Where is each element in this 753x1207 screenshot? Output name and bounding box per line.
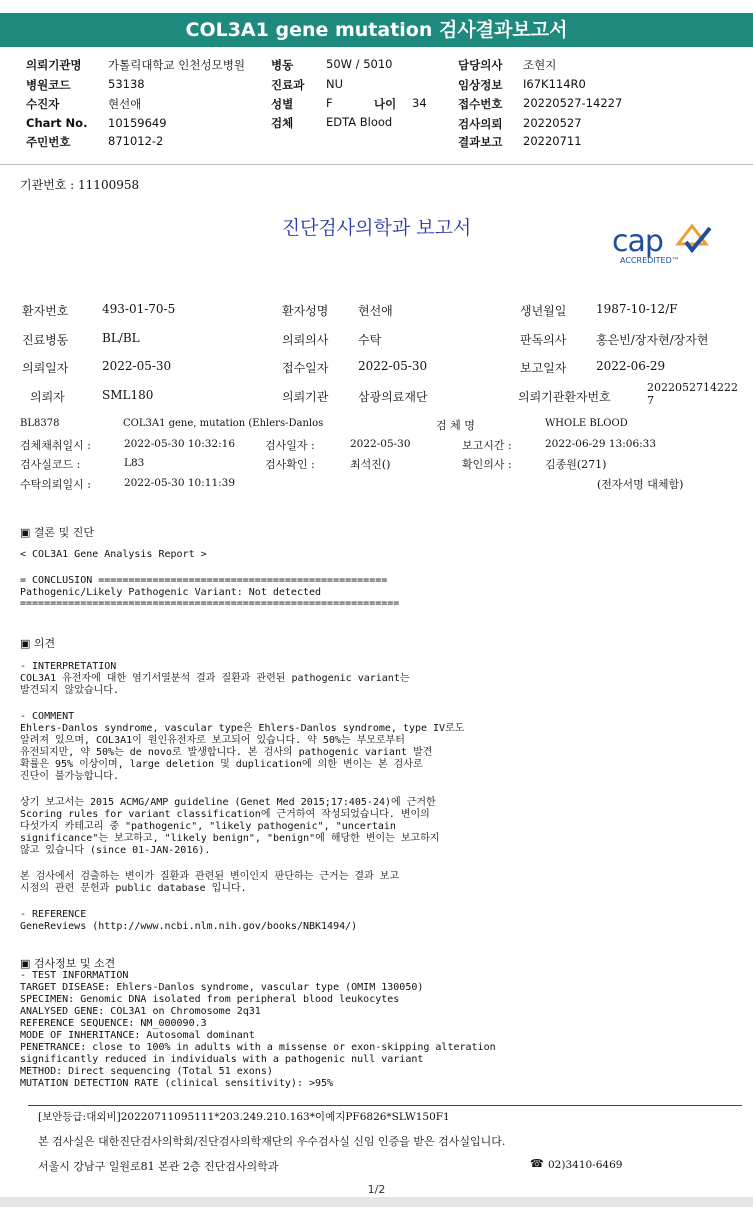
test-info-value: 2022-05-30 10:32:16 [124,438,236,450]
test-info-value: 2022-05-30 10:11:39 [124,477,236,489]
comment-line: 시점의 관련 문헌과 public database 입니다. [20,883,247,894]
patient-label: 진료병동 [22,333,69,347]
interpretation-title: - INTERPRETATION [20,661,117,672]
patient-label: 생년월일 [520,304,567,318]
patient-value: 홍은빈/장자현/장자현 [596,333,709,347]
patient-value-wrap: 7 [647,394,654,407]
signature-note: (전자서명 대체함) [597,478,684,491]
header-label: 병원코드 [26,78,71,92]
comment-line: 유전되지만, 약 50%는 de novo로 발생합니다. 본 검사의 pathogenic variant 발견 [20,747,433,758]
test-code: BL8378 [20,418,60,429]
patient-label: 의뢰기관환자번호 [518,390,611,404]
report-title: 진단검사의학과 보고서 [281,217,472,239]
test-info-label: 검사실코드 : [20,458,81,471]
header-value: NU [326,77,344,91]
patient-label: 환자번호 [22,304,69,318]
header-label: 검사의뢰 [458,117,503,131]
patient-value: 2022-06-29 [596,359,666,373]
patient-value: BL/BL [102,331,140,345]
testinfo-line: - TEST INFORMATION [20,970,129,981]
bottom-strip [0,1197,753,1207]
conclusion-line: = CONCLUSION ================================================ [20,575,388,586]
header-label: 접수번호 [458,97,503,111]
cap-accredited-logo [610,220,720,270]
header-label: 검체 [271,116,294,130]
header-label: 주민번호 [26,135,71,149]
test-info-value: 2022-05-30 [350,438,411,450]
header-label: 담당의사 [458,58,503,72]
comment-line: 본 검사에서 검출하는 변이가 질환과 관련된 변이인지 판단하는 근거는 결과 보고 [20,871,399,882]
patient-value: 2022-05-30 [102,359,172,373]
patient-label: 접수일자 [282,361,329,375]
header-value: 871012-2 [108,134,164,148]
test-info-value: 김종원(271) [545,458,607,471]
report-name: < COL3A1 Gene Analysis Report > [20,549,207,560]
comment-line: 알려져 있으며, COL3A1이 원인유전자로 보고되어 있습니다. 약 50%는 부모로부터 [20,735,405,746]
testinfo-line: ANALYSED GENE: COL3A1 on Chromosome 2q31 [20,1006,261,1017]
patient-value: 1987-10-12/F [596,302,678,316]
comment-line: 않고 있습니다 (since 01-JAN-2016). [20,845,211,856]
testinfo-line: TARGET DISEASE: Ehlers-Danlos syndrome, vascular type (OMIM 130050) [20,982,424,993]
header-label: Chart No. [26,116,88,130]
page-number: 1/2 [367,1183,386,1196]
testinfo-line: MODE OF INHERITANCE: Autosomal dominant [20,1030,255,1041]
header-label: 결과보고 [458,135,503,149]
header-value: F [326,96,333,110]
security-line: [보안등급:대외비]20220711095111*203.249.210.163*이예지PF6826*SLW150F1 [38,1111,450,1123]
header-value: 현선애 [108,97,142,111]
patient-value: 493-01-70-5 [102,302,176,316]
header-label: 성별 [271,97,294,111]
header-value: 조현지 [523,58,557,72]
test-info-value: 최석진() [350,458,391,471]
cap-logo-subtitle: ACCREDITED™ [620,256,680,265]
patient-label: 보고일자 [520,361,567,375]
testinfo-header: ▣ 검사정보 및 소견 [20,957,116,970]
test-name: COL3A1 gene, mutation (Ehlers-Danlos [123,418,324,429]
test-info-label: 수탁의뢰일시 : [20,478,91,491]
report-title-bar: COL3A1 gene mutation 검사결과보고서 [0,13,753,47]
header-divider [0,164,753,165]
patient-label: 의뢰일자 [22,361,69,375]
comment-title: - COMMENT [20,711,75,722]
comment-line: Ehlers-Danlos syndrome, vascular type은 Ehlers-Danlos syndrome, type IV로도 [20,723,465,734]
age-value: 34 [412,96,427,110]
comment-line: 확률은 95% 이상이며, large deletion 및 duplication에 의한 변이는 본 검사로 [20,759,423,770]
phone-icon: ☎ [530,1157,544,1170]
test-info-value: L83 [124,457,145,469]
testinfo-line: REFERENCE SEQUENCE: NM_000090.3 [20,1018,207,1029]
patient-label: 판독의사 [520,333,567,347]
phone-number: 02)3410-6469 [548,1159,623,1171]
header-value: 20220711 [523,134,582,148]
patient-value: 수탁 [358,333,382,347]
test-info-label: 검사확인 : [265,458,315,471]
patient-label: 의뢰기관 [282,390,329,404]
certification-text: 본 검사실은 대한진단검사의학회/진단검사의학재단의 우수검사실 신임 인증을 받은 검사실입니다. [38,1135,506,1148]
header-value: 53138 [108,77,145,91]
conclusion-header: ▣ 결론 및 진단 [20,526,95,539]
header-value: 20220527-14227 [523,96,623,110]
testinfo-line: MUTATION DETECTION RATE (clinical sensitivity): >95% [20,1078,334,1089]
header-value: 20220527 [523,116,582,130]
test-info-value: 2022-06-29 13:06:33 [545,438,657,450]
comment-line: 상기 보고서는 2015 ACMG/AMP guideline (Genet Med 2015;17:405-24)에 근거한 [20,797,436,808]
lab-address: 서울시 강남구 일원로81 본관 2층 진단검사의학과 [38,1160,279,1173]
testinfo-line: PENETRANCE: close to 100% in adults with a missense or exon-skipping alteration [20,1042,496,1053]
patient-label: 의뢰자 [30,390,65,404]
header-value: I67K114R0 [523,77,586,91]
header-label: 병동 [271,58,294,72]
header-value: 10159649 [108,116,167,130]
patient-value: 현선애 [358,304,393,318]
specimen-value: WHOLE BLOOD [545,418,628,429]
reference-title: - REFERENCE [20,909,87,920]
patient-value: 2022-05-30 [358,359,428,373]
comment-line: Scoring rules for variant classification에 근거하여 작성되었습니다. 변이의 [20,809,430,820]
patient-label: 환자성명 [282,304,329,318]
org-number: 기관번호 : 11100958 [20,178,140,192]
specimen-label: 검 체 명 [436,419,475,432]
interpretation-line: 발견되지 않았습니다. [20,685,119,696]
patient-value: 2022052714222 [647,381,738,394]
header-value: 50W / 5010 [326,57,393,71]
comment-line: significance"는 보고하고, "likely benign", "benign"에 해당한 변이는 보고하지 [20,833,440,844]
patient-value: SML180 [102,388,154,402]
test-info-label: 확인의사 : [462,458,512,471]
test-info-label: 보고시간 : [462,439,512,452]
header-label: 진료과 [271,78,305,92]
testinfo-line: significantly reduced in individuals with a pathogenic null variant [20,1054,424,1065]
age-label: 나이 [374,97,397,111]
patient-label: 의뢰의사 [282,333,329,347]
patient-value: 삼광의료재단 [358,390,428,404]
opinion-header: ▣ 의견 [20,637,56,650]
cap-logo-word: cap [612,224,663,259]
reference-link[interactable]: GeneReviews (http://www.ncbi.nlm.nih.gov/books/NBK1494/) [20,921,358,932]
test-info-label: 검체채취일시 : [20,439,91,452]
header-value: 가톨릭대학교 인천성모병원 [108,58,245,72]
conclusion-end: =============================================================== [20,598,400,609]
comment-line: 다섯가지 카테고리 중 "pathogenic", "likely pathogenic", "uncertain [20,821,396,832]
conclusion-text: Pathogenic/Likely Pathogenic Variant: Not detected [20,587,322,598]
header-value: EDTA Blood [326,115,393,129]
testinfo-line: SPECIMEN: Genomic DNA isolated from peripheral blood leukocytes [20,994,400,1005]
cap-check-icon [674,222,714,256]
header-label: 임상정보 [458,78,503,92]
header-label: 의뢰기관명 [26,58,82,72]
header-label: 수진자 [26,97,60,111]
testinfo-line: METHOD: Direct sequencing (Total 51 exons) [20,1066,273,1077]
interpretation-line: COL3A1 유전자에 대한 염기서열분석 결과 질환과 관련된 pathogenic variant는 [20,673,410,684]
comment-line: 진단이 불가능합니다. [20,771,119,782]
test-info-label: 검사일자 : [265,439,315,452]
